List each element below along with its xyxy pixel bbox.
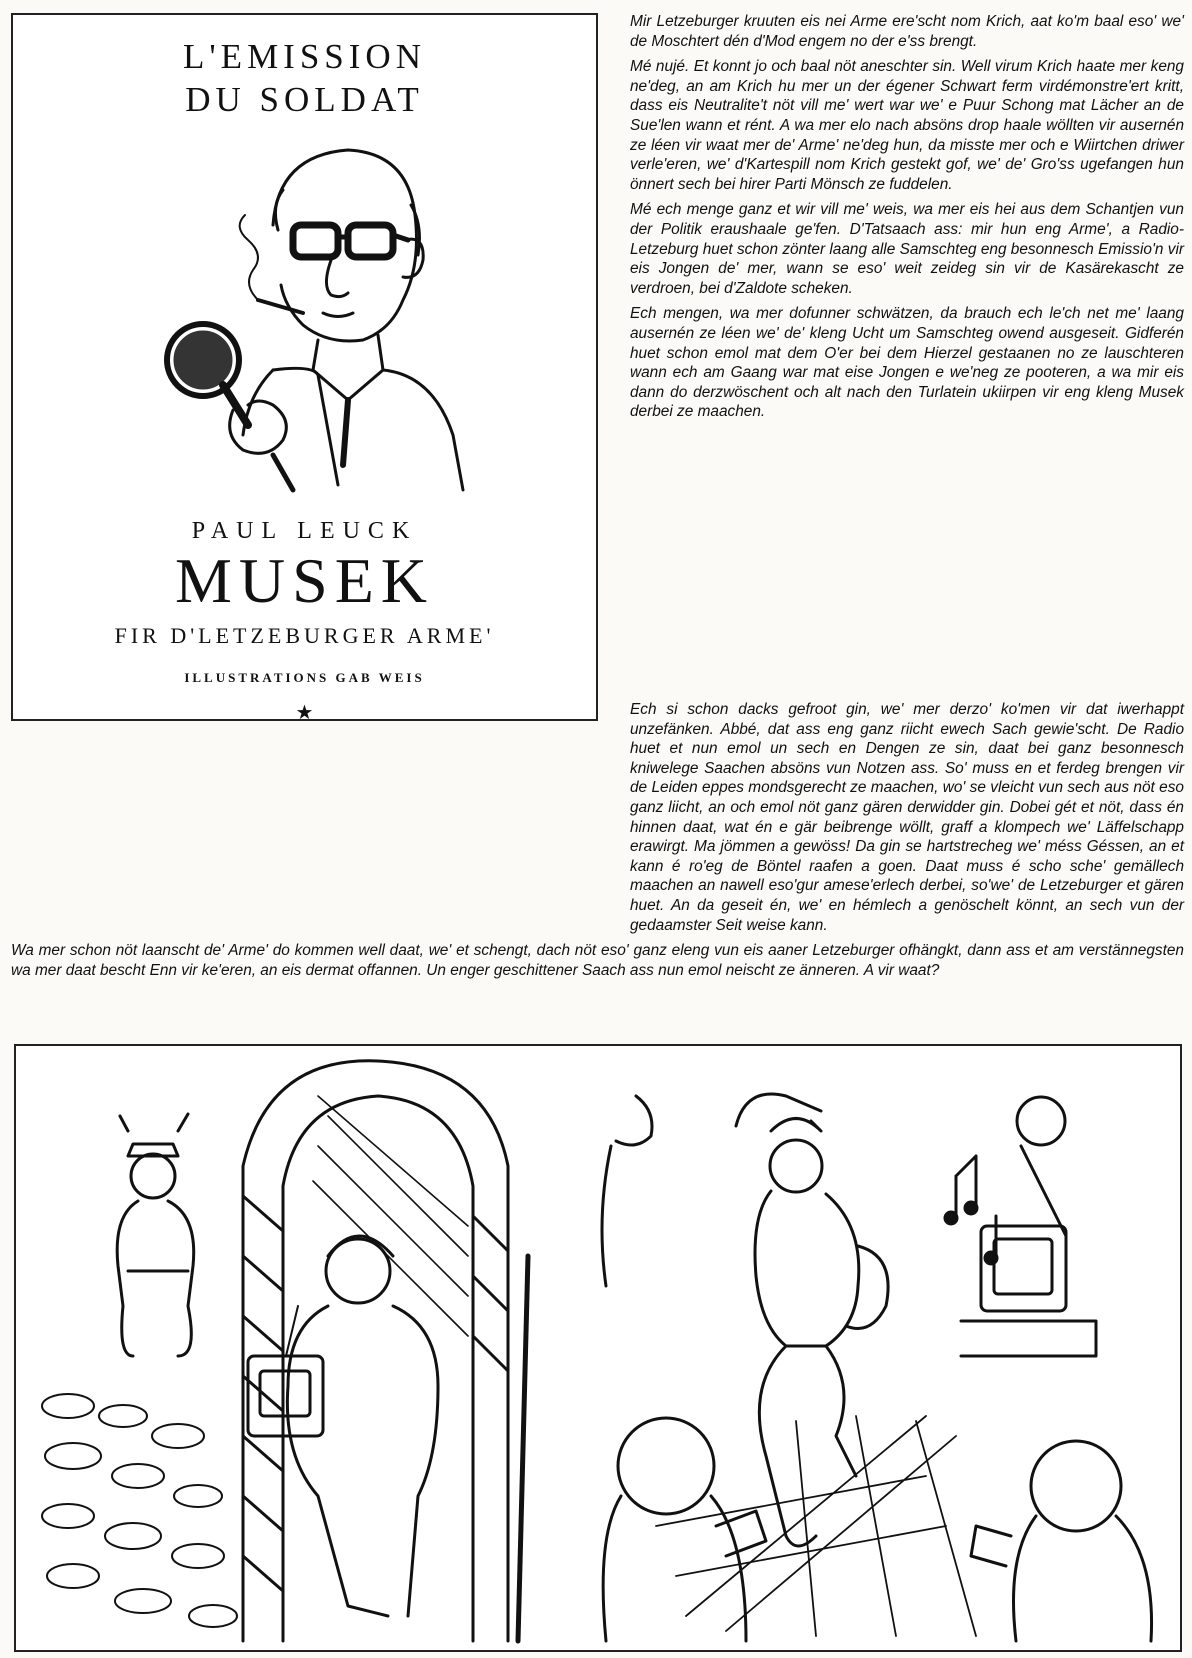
article-full-width bbox=[11, 700, 1184, 986]
caricature-portrait-illustration bbox=[153, 135, 483, 495]
cover-title-line2: DU SOLDAT bbox=[185, 80, 424, 119]
dancing-soldier-illustration bbox=[596, 1056, 1166, 1646]
article-paragraph: Ech mengen, wa mer dofunner schwätzen, da brauch ech le'ch net me' laang ausernén ze léen we' de' kleng Ucht um Samschteg owend ausgeseit. Gidferén huet schon emol mat dem O'er bei dem Hierzel gestaanen no ze lauschteren wann ech am Gaang war mat eise Jongen e we'neg ze pooteren, a wa mir eis dann do derzwöschent och alt nach den Turlatein ukiirpen vir eng kleng Musek derbei ze maachen. bbox=[630, 305, 1184, 421]
illustrations-credit: ILLUSTRATIONS GAB WEIS bbox=[184, 670, 425, 685]
cover-subtitle: FIR D'LETZEBURGER ARME' bbox=[114, 623, 495, 648]
article-paragraph: Mir Letzeburger kruuten eis nei Arme ere'scht nom Krich, aat ko'm baal eso' we' de Moschtert dén d'Mod engem no der e'ss brengt. bbox=[630, 13, 1184, 50]
article-paragraph: Mé ech menge ganz et wir vill me' weis, wa mer eis hei aus dem Schantjen vun der Politik eraushaale ge'fen. D'Tatsaach ass: mir hun eng Arme', a Radio-Letzeburg huet schon zönter laang alle Samschteg eng besonnesch Emissio'n vir eis Jongen de' mer, wann se eso' weit zeideg sin vir de Kasärekascht ze verdroen, bei d'Zaldote scheken. bbox=[630, 201, 1184, 297]
soldier-radio-sentry-illustration bbox=[28, 1056, 583, 1646]
book-cover bbox=[11, 13, 598, 724]
article-paragraph: Ech si schon dacks gefroot gin, we' mer derzo' ko'men vir dat iwerhappt unzefänken. Abbé, dat ass eng ganz riicht ewech Sach gewie'scht. De Radio huet et nun emol un sech en Dengen ze sin, daat bei ganz besonnesch kniwelege Saachen absöns vun Notzen ass. So' muss en et ferdeg brengen vir de Leiden eppes mondsgerecht ze maachen, wo' se vleicht vun sech aus nöt eso ganz liicht, an och emol nöt ganz gären derwidder gin. Dobei gét et nöt, dass én hinnen daat, wat én e gär beibrenge wöllt, graff a klompech we' Läffelschapp erawirgt. Ma jömmen a gewöss! Da gin se hartstrecheg we' méss Géssen, an et kann é ro'eg de Böntel raafen a goen. Daat muss é scho sche' gemällech maachen an nawell eso'gur amese'erlech derbei, so'we' de Letzeburger et gären huet. An da geseit én, we' en hémlech a genöschelt könnt, an sech vun der gedaamster Seit weise kann. bbox=[630, 701, 1184, 934]
article-column-right bbox=[630, 12, 1184, 428]
author-name: PAUL LEUCK bbox=[191, 518, 418, 544]
article-paragraph: Mé nujé. Et konnt jo och baal nöt aneschter sin. Well virum Krich haate mer keng ne'deg, an am Krich hu mer un der égener Schwart ferm virdémonstre'ert kritt, dass eis Neutralite't nöt vill me' wert war we' e Puur Schong mat Lächer an de Sue'len wann et rént. A wa mer elo nach absöns drop haale wöllten vir ausernén ze léen vir waat mer de' Arme' ne'deg hun, da misste mer och e Wiirtchen driwer verle'eren, we' d'Kartespill nom Krich gestekt gof, we' de' Gro'ss ugefangen hun önnert sech bei hirer Parti Mönsch ze fuddelen. bbox=[630, 58, 1184, 193]
cartoon-illustration bbox=[14, 1044, 1182, 1652]
star-ornament-icon: ★ bbox=[295, 702, 314, 724]
main-title: MUSEK bbox=[174, 545, 435, 616]
cover-title-line1: L'EMISSION bbox=[183, 37, 426, 76]
article-paragraph: Wa mer schon nöt laanscht de' Arme' do kommen well daat, we' et schengt, dach nöt eso' ganz eleng vun eis aaner Letzeburger ofhängkt, dann ass et am verstännegsten wa mer daat bescht Enn vir ke'eren, an eis dermat offannen. Un enger geschittener Saach ass nun emol neischt ze änneren. A vir waat? bbox=[11, 942, 1184, 979]
cover-title bbox=[13, 35, 596, 121]
